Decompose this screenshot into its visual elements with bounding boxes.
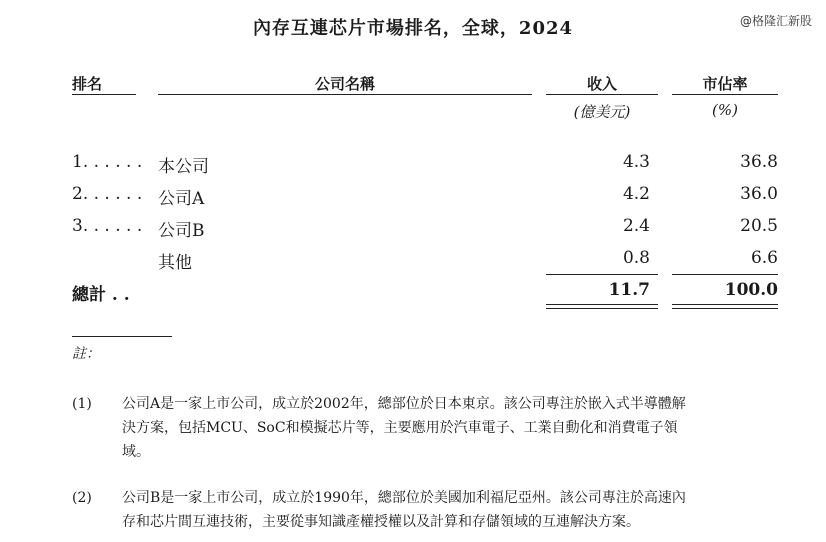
unit-share: (%) — [712, 101, 738, 119]
row-revenue: 4.3 — [622, 152, 650, 172]
note-line: 域。 — [122, 444, 150, 460]
note-marker: (2) — [72, 490, 92, 506]
note-text — [122, 392, 782, 464]
row-rank: 1. . . . . . — [72, 152, 143, 172]
table-title: 內存互連芯片市場排名，全球，2024 — [252, 18, 574, 39]
total-double-rule-share — [672, 304, 778, 309]
row-rank: 2. . . . . . — [72, 184, 143, 204]
row-revenue: 0.8 — [622, 248, 650, 268]
header-revenue: 收入 — [586, 75, 617, 93]
note-marker: (1) — [72, 396, 92, 412]
row-company: 公司A — [158, 189, 205, 209]
watermark: @格隆汇新股 — [739, 14, 812, 28]
header-rule-company — [158, 94, 532, 95]
unit-revenue: (億美元) — [573, 103, 631, 121]
total-double-rule-revenue — [546, 304, 658, 309]
row-share: 20.5 — [740, 216, 778, 236]
row-company: 本公司 — [158, 157, 209, 177]
total-share: 100.0 — [724, 280, 778, 300]
header-company: 公司名稱 — [314, 75, 375, 93]
row-share: 36.8 — [740, 152, 778, 172]
note-line: 公司B是一家上市公司，成立於1990年，總部位於美國加利福尼亞州。該公司專注於高速內 — [122, 490, 686, 506]
row-share: 36.0 — [740, 184, 778, 204]
row-company: 公司B — [158, 221, 205, 241]
note-text — [122, 486, 782, 534]
header-rule-rank — [72, 94, 136, 95]
row-rank: 3. . . . . . — [72, 216, 143, 236]
note-line: 公司A是一家上市公司，成立於2002年，總部位於日本東京。該公司專注於嵌入式半導體解 — [122, 396, 686, 412]
subtotal-rule-revenue — [546, 274, 658, 275]
row-company: 其他 — [158, 253, 192, 273]
total-revenue: 11.7 — [608, 280, 650, 300]
header-rule-revenue — [546, 94, 658, 95]
row-share: 6.6 — [750, 248, 778, 268]
note-line: 存和芯片間互連技術，主要從事知識產權授權以及計算和存儲領域的互連解決方案。 — [122, 514, 640, 530]
subtotal-rule-share — [672, 274, 778, 275]
row-revenue: 4.2 — [622, 184, 650, 204]
header-rank: 排名 — [72, 75, 103, 93]
notes-label: 註： — [72, 346, 100, 362]
header-share: 市佔率 — [702, 75, 748, 93]
row-revenue: 2.4 — [622, 216, 650, 236]
note-line: 決方案，包括MCU、SoC和模擬芯片等，主要應用於汽車電子、工業自動化和消費電子領 — [122, 420, 678, 436]
total-label: 總計 . . — [72, 285, 130, 305]
header-rule-share — [672, 94, 778, 95]
notes-divider — [72, 336, 172, 337]
